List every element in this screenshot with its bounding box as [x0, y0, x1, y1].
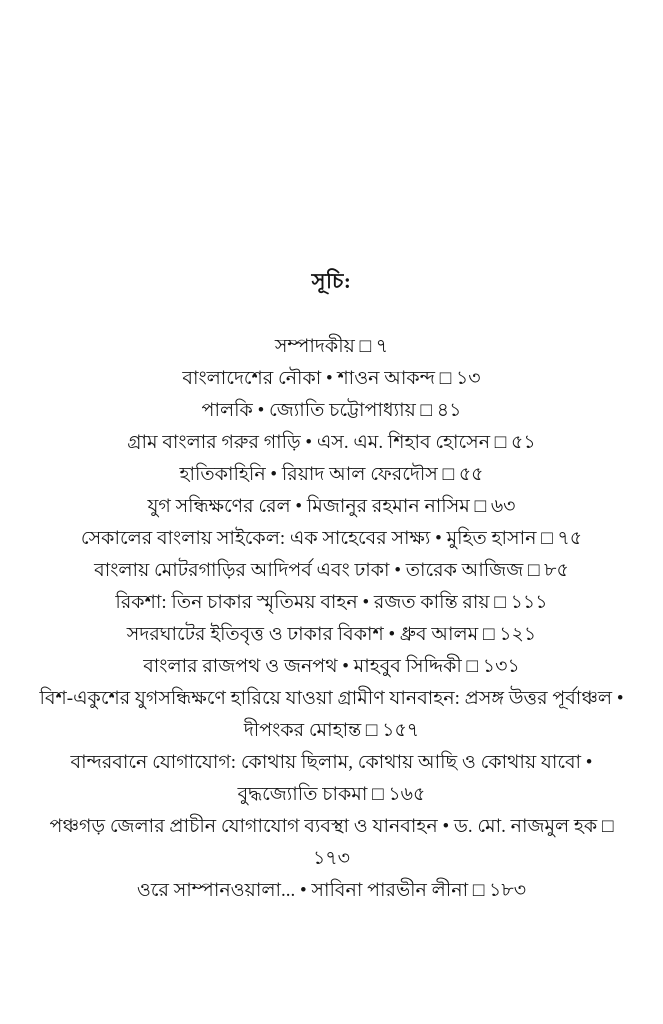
toc-entry-line: বিশ-একুশের যুগসন্ধিক্ষণে হারিয়ে যাওয়া গ্রামীণ যানবাহন: প্রসঙ্গ উত্তর পূর্বাঞ্চল • [39, 688, 624, 709]
toc-entry-line: হাতিকাহিনি • রিয়াদ আল ফেরদৌস □ ৫৫ [179, 464, 484, 485]
toc-entry [38, 331, 625, 363]
toc-entry-line: দীপংকর মোহান্ত □ ১৫৭ [243, 720, 420, 741]
toc-entry [38, 747, 625, 811]
toc-entry [38, 491, 625, 523]
toc-entry-line: বান্দরবানে যোগাযোগ: কোথায় ছিলাম, কোথায় আছি ও কোথায় যাবো • [70, 752, 593, 773]
toc-entry [38, 523, 625, 555]
toc-entry [38, 619, 625, 651]
toc-entry-line: রিকশা: তিন চাকার স্মৃতিময় বাহন • রজত কান্তি রায় □ ১১১ [115, 592, 548, 613]
toc-entry-line: যুগ সন্ধিক্ষণের রেল • মিজানুর রহমান নাসিম □ ৬৩ [147, 496, 516, 517]
toc-entry-line: পঞ্চগড় জেলার প্রাচীন যোগাযোগ ব্যবস্থা ও যানবাহন • ড. মো. নাজমুল হক □ ১৭৩ [49, 816, 614, 869]
toc-entry-line: সেকালের বাংলায় সাইকেল: এক সাহেবের সাক্ষ্য • মুহিত হাসান □ ৭৫ [80, 528, 583, 549]
toc-entry [38, 459, 625, 491]
toc-entry-line: বাংলায় মোটরগাড়ির আদিপর্ব এবং ঢাকা • তারেক আজিজ □ ৮৫ [94, 560, 569, 581]
toc-entry [38, 427, 625, 459]
toc-entry [38, 683, 625, 747]
toc-entry-line: ওরে সাম্পানওয়ালা... • সাবিনা পারভীন লীনা □ ১৮৩ [136, 880, 527, 901]
toc-entry [38, 875, 625, 907]
toc-entry-line: বাংলাদেশের নৌকা • শাওন আকন্দ □ ১৩ [182, 368, 481, 389]
toc-entry [38, 395, 625, 427]
toc-entry-line: বাংলার রাজপথ ও জনপথ • মাহবুব সিদ্দিকী □ ১৩১ [143, 656, 520, 677]
page-title: সূচি: [311, 269, 352, 293]
toc-entry-line: সম্পাদকীয় □ ৭ [274, 336, 389, 357]
toc-entry [38, 363, 625, 395]
toc-entry-list [0, 331, 663, 907]
toc-entry [38, 651, 625, 683]
toc-entry-line: গ্রাম বাংলার গরুর গাড়ি • এস. এম. শিহাব হোসেন □ ৫১ [127, 432, 536, 453]
toc-entry [38, 555, 625, 587]
toc-entry-line: পালকি • জ্যোতি চট্টোপাধ্যায় □ ৪১ [201, 400, 462, 421]
toc-entry [38, 811, 625, 875]
toc-entry [38, 587, 625, 619]
toc-entry-line: বুদ্ধজ্যোতি চাকমা □ ১৬৫ [237, 784, 426, 805]
toc-entry-line: সদরঘাটের ইতিবৃত্ত ও ঢাকার বিকাশ • ধ্রুব আলম □ ১২১ [126, 624, 537, 645]
